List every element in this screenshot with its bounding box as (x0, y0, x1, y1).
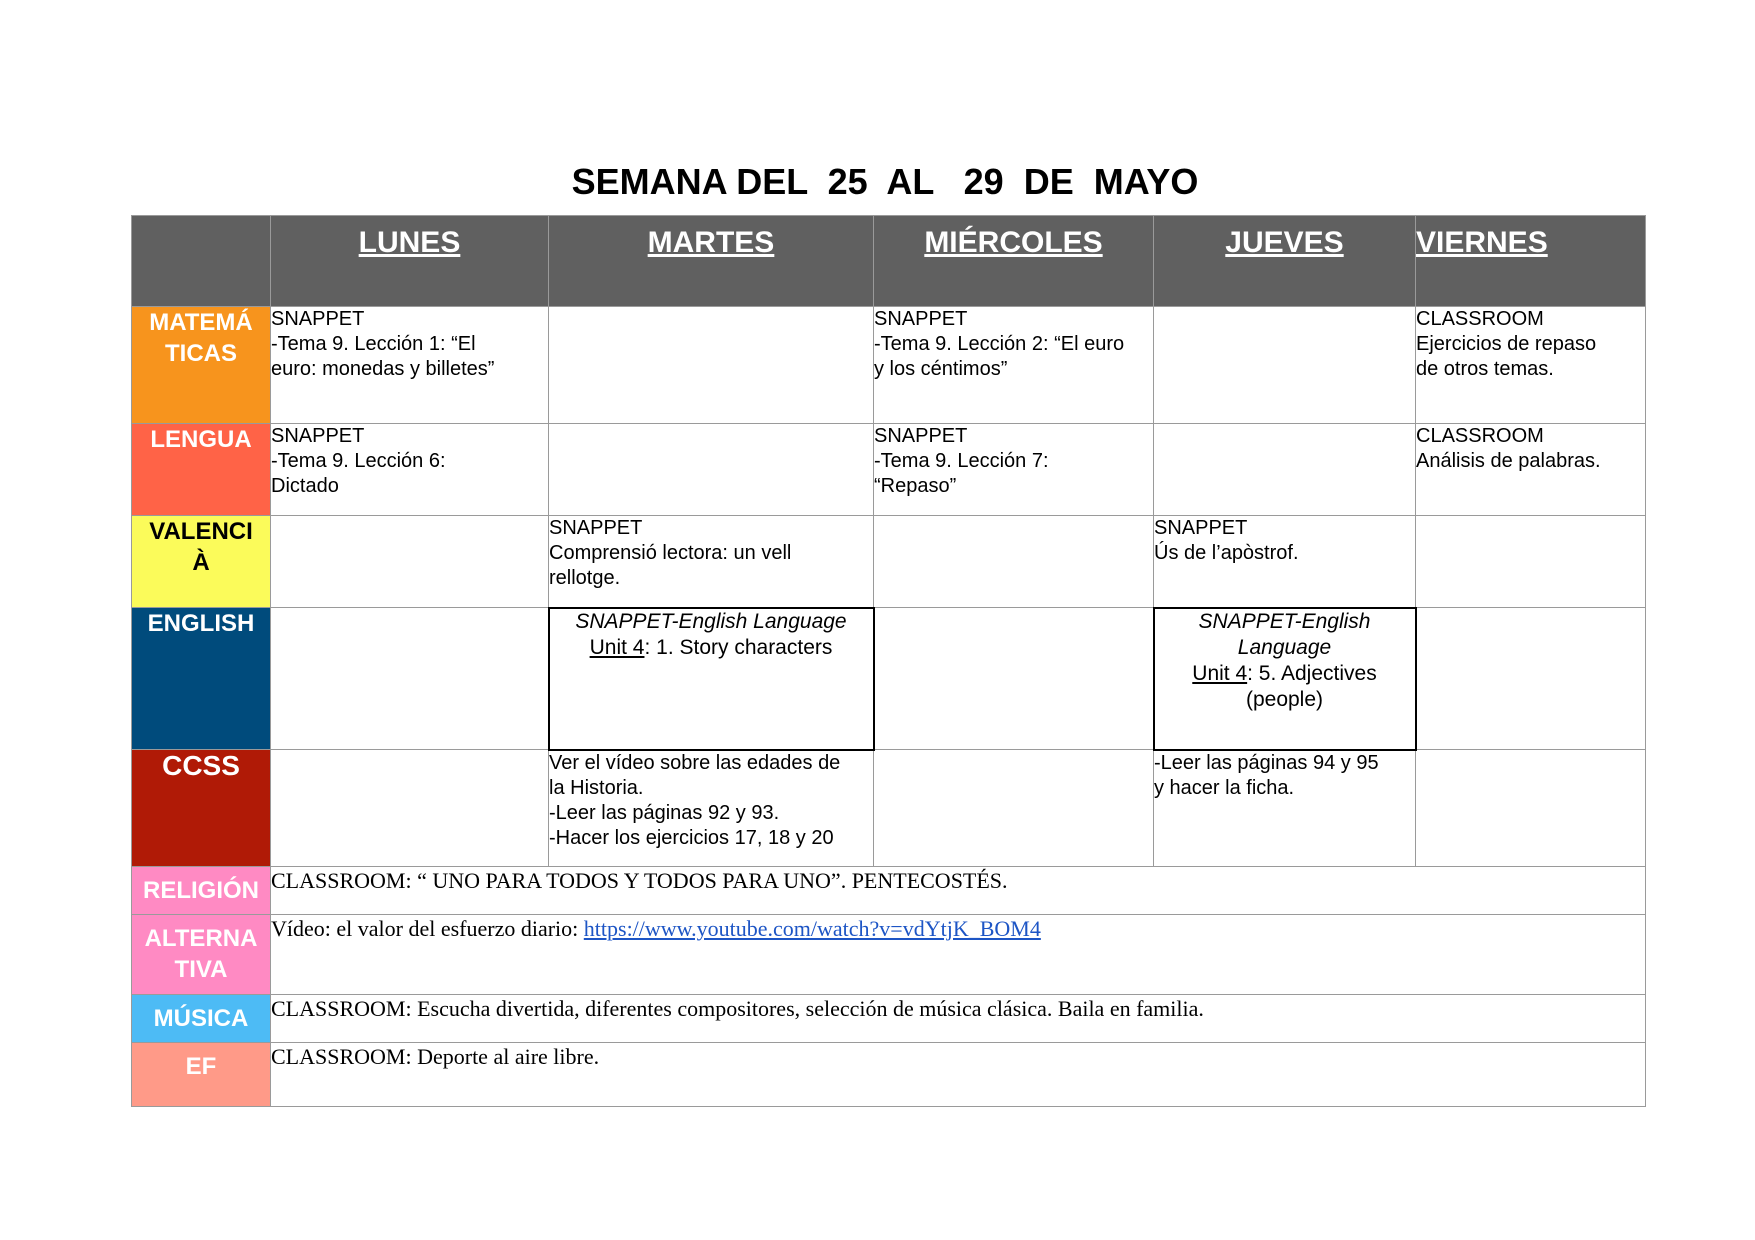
cell-english-lunes (271, 608, 549, 750)
cell-matematicas-martes (549, 307, 874, 424)
cell-line: y los céntimos” (874, 358, 1008, 380)
cell-line: -Leer las páginas 94 y 95 (1154, 751, 1379, 774)
cell-valenciano-lunes (271, 516, 549, 608)
subject-label-line1: ALTERNA (144, 925, 258, 952)
schedule-table (131, 215, 1646, 1107)
cell-line: SNAPPET (271, 308, 365, 330)
cell-english-martes (549, 608, 874, 750)
cell-matematicas-jueves (1154, 307, 1416, 424)
subject-label-line2: TIVA (174, 956, 228, 983)
cell-lengua-jueves (1154, 424, 1416, 516)
cell-valenciano-martes (549, 516, 874, 608)
row-matematicas (132, 307, 1646, 424)
subject-musica: MÚSICA (132, 995, 271, 1043)
cell-ef: CLASSROOM: Deporte al aire libre. (271, 1043, 1646, 1107)
row-religion (132, 867, 1646, 915)
cell-lengua-martes (549, 424, 874, 516)
header-row (132, 216, 1646, 307)
english-unit: Unit 4 (589, 635, 645, 659)
cell-line: Análisis de palabras. (1416, 450, 1601, 472)
cell-lengua-viernes (1416, 424, 1646, 516)
cell-line: euro: monedas y billetes” (271, 358, 495, 380)
cell-line: SNAPPET (874, 308, 968, 330)
day-header-miercoles: MIÉRCOLES (874, 216, 1154, 307)
cell-valenciano-miercoles (874, 516, 1154, 608)
day-header-jueves: JUEVES (1154, 216, 1416, 307)
english-unit-line (550, 635, 873, 661)
cell-line: de otros temas. (1416, 358, 1554, 380)
cell-line: “Repaso” (874, 475, 957, 497)
cell-ccss-lunes (271, 750, 549, 867)
cell-english-miercoles (874, 608, 1154, 750)
subject-ccss: CCSS (132, 750, 271, 867)
day-header-martes: MARTES (549, 216, 874, 307)
subject-label-line2: À (192, 549, 210, 576)
cell-matematicas-lunes (271, 307, 549, 424)
subject-english: ENGLISH (132, 608, 271, 750)
cell-religion: CLASSROOM: “ UNO PARA TODOS Y TODOS PARA UNO”. PENTECOSTÉS. (271, 867, 1646, 915)
cell-line: -Tema 9. Lección 6: (271, 450, 446, 472)
cell-valenciano-viernes (1416, 516, 1646, 608)
cell-line: -Hacer los ejercicios 17, 18 y 20 (549, 826, 834, 849)
cell-line: SNAPPET (1154, 517, 1248, 539)
subject-lengua: LENGUA (132, 424, 271, 516)
cell-line: -Tema 9. Lección 1: “El (271, 333, 476, 355)
cell-matematicas-viernes (1416, 307, 1646, 424)
cell-ccss-jueves (1154, 750, 1416, 867)
day-header-lunes: LUNES (271, 216, 549, 307)
row-lengua (132, 424, 1646, 516)
cell-line: y hacer la ficha. (1154, 776, 1295, 799)
cell-ccss-viernes (1416, 750, 1646, 867)
cell-line: SNAPPET (549, 517, 643, 539)
row-alternativa (132, 915, 1646, 995)
row-ef (132, 1043, 1646, 1107)
cell-line: Comprensió lectora: un vell (549, 542, 792, 564)
subject-label-line1: MATEMÁ (149, 309, 253, 336)
page-title: SEMANA DEL 25 AL 29 DE MAYO (571, 161, 1199, 202)
cell-ccss-miercoles (874, 750, 1154, 867)
header-corner (132, 216, 271, 307)
subject-label-line1: VALENCI (149, 518, 253, 545)
cell-line: SNAPPET (874, 425, 968, 447)
row-ccss (132, 750, 1646, 867)
day-header-viernes: VIERNES (1416, 216, 1646, 307)
youtube-link[interactable]: https://www.youtube.com/watch?v=vdYtjK_BOM4 (583, 916, 1041, 941)
subject-religion: RELIGIÓN (132, 867, 271, 915)
cell-line: CLASSROOM (1416, 308, 1544, 330)
subject-alternativa (132, 915, 271, 995)
english-topic: : 5. Adjectives (1247, 661, 1377, 685)
row-english (132, 608, 1646, 750)
row-musica (132, 995, 1646, 1043)
cell-line: SNAPPET (271, 425, 365, 447)
cell-musica: CLASSROOM: Escucha divertida, diferentes compositores, selección de música clásica. Baila en familia. (271, 995, 1646, 1043)
cell-line: rellotge. (549, 567, 621, 589)
english-title: SNAPPET-English (1198, 609, 1371, 633)
cell-line: Ús de l’apòstrof. (1154, 542, 1299, 564)
cell-alternativa (271, 915, 1646, 995)
cell-line: Dictado (271, 475, 339, 497)
english-topic: : 1. Story characters (644, 635, 833, 659)
cell-line: -Leer las páginas 92 y 93. (549, 801, 780, 824)
cell-lengua-lunes (271, 424, 549, 516)
subject-valenciano (132, 516, 271, 608)
english-unit: Unit 4 (1192, 661, 1248, 685)
subject-ef: EF (132, 1043, 271, 1107)
subject-matematicas (132, 307, 271, 424)
subject-label-line2: TICAS (165, 340, 237, 367)
english-topic: (people) (1245, 687, 1324, 711)
cell-line: -Tema 9. Lección 7: (874, 450, 1049, 472)
cell-english-jueves (1154, 608, 1416, 750)
cell-matematicas-miercoles (874, 307, 1154, 424)
row-valenciano (132, 516, 1646, 608)
english-title: SNAPPET-English Language (575, 609, 847, 633)
english-unit-line (1155, 661, 1415, 687)
cell-line: CLASSROOM (1416, 425, 1544, 447)
cell-line: -Tema 9. Lección 2: “El euro (874, 333, 1125, 355)
cell-line: la Historia. (549, 776, 644, 799)
alternativa-text: Vídeo: el valor del esfuerzo diario: (271, 916, 584, 941)
cell-line: Ejercicios de repaso (1416, 333, 1597, 355)
cell-english-viernes (1416, 608, 1646, 750)
cell-lengua-miercoles (874, 424, 1154, 516)
cell-ccss-martes (549, 750, 874, 867)
cell-line: Ver el vídeo sobre las edades de (549, 751, 841, 774)
english-title: Language (1237, 635, 1332, 659)
cell-valenciano-jueves (1154, 516, 1416, 608)
